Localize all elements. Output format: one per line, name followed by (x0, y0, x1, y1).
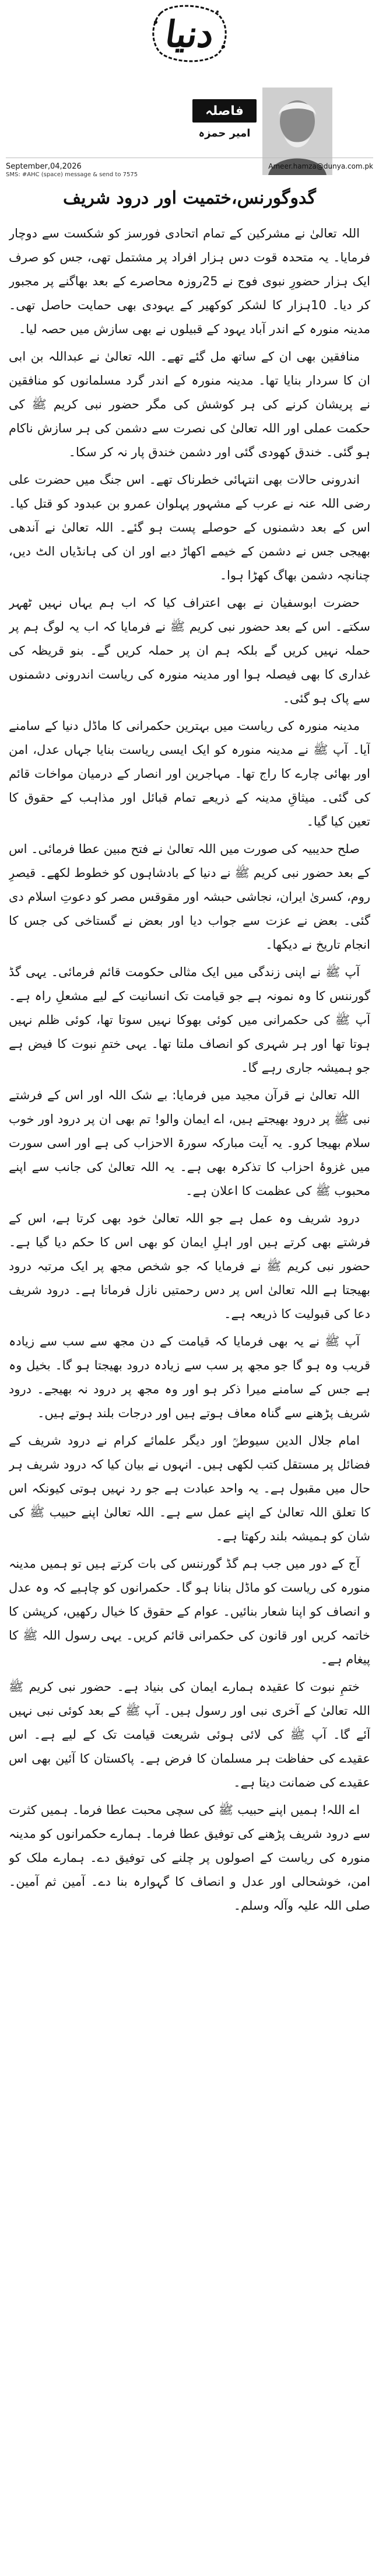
paragraph: حضرت ابوسفیان نے بھی اعتراف کیا کہ اب ہم یہاں نہیں ٹھہر سکتے۔ اس کے بعد حضور نبی کریم ﷺ نے فرمایا کہ اب یہ لوگ ہم پر حملہ نہیں کریں گے بلکہ ہم ان پر حملہ کریں گے۔ بنو قریظہ کی غداری کا بھی فیصلہ ہوا اور مدینہ منورہ کی ریاست اندرونی دشمنوں سے پاک ہو گئی۔ (9, 596, 370, 705)
paragraph: صلح حدیبیہ کی صورت میں اللہ تعالیٰ نے فتح مبین عطا فرمائی۔ اس کے بعد حضور نبی کریم ﷺ نے دنیا کے بادشاہوں کو خطوط لکھے۔ قیصرِ روم، کسریٰ ایران، نجاشی حبشہ اور مقوقس مصر کو دعوتِ اسلام دی گئی۔ بعض نے عزت سے جواب دیا اور بعض نے گستاخی کی جس کا انجام تاریخ نے دیکھا۔ (9, 842, 370, 952)
paragraph: اندرونی حالات بھی انتہائی خطرناک تھے۔ اس جنگ میں حضرت علی رضی اللہ عنہ نے عرب کے مشہور پہلوان عمرو بن عبدود کو قتل کیا۔ اس کے بعد دشمنوں کے حوصلے پست ہو گئے۔ اللہ تعالیٰ نے آندھی بھیجی جس نے دشمن کے خیمے اکھاڑ دیے اور ان کی ہانڈیاں الٹ دیں، چنانچہ دشمن بھاگ کھڑا ہوا۔ (9, 473, 370, 582)
paragraph: ختمِ نبوت کا عقیدہ ہمارے ایمان کی بنیاد ہے۔ حضور نبی کریم ﷺ اللہ تعالیٰ کے آخری نبی اور رسول ہیں۔ آپ ﷺ کے بعد کوئی نبی نہیں آئے گا۔ آپ ﷺ کی لائی ہوئی شریعت قیامت تک کے لیے ہے۔ اس عقیدے کی حفاظت ہر مسلمان کا فرض ہے۔ پاکستان کا آئین بھی اس عقیدے کی ضمانت دیتا ہے۔ (9, 1680, 370, 1789)
paragraph: امام جلال الدین سیوطیؒ اور دیگر علمائے کرام نے درود شریف کے فضائل پر مستقل کتب لکھی ہیں۔ انہوں نے بیان کیا کہ درود شریف ہر حال میں مقبول ہے۔ یہ واحد عبادت ہے جو رد نہیں ہوتی کیونکہ اس کا تعلق اللہ تعالیٰ کے اپنے عمل سے ہے۔ اللہ تعالیٰ اپنے حبیب ﷺ کی شان کو ہمیشہ بلند رکھتا ہے۔ (9, 1434, 370, 1543)
meta-row (6, 158, 373, 173)
headline-area (0, 181, 379, 216)
article-body (9, 222, 370, 2567)
paragraph: مدینہ منورہ کی ریاست میں بہترین حکمرانی کا ماڈل دنیا کے سامنے آیا۔ آپ ﷺ نے مدینہ منورہ کو ایک ایسی ریاست بنایا جہاں عدل، امن اور بھائی چارے کا راج تھا۔ مہاجرین اور انصار کے درمیان مواخات قائم کی گئی۔ میثاقِ مدینہ کے ذریعے تمام قبائل اور مذاہب کے حقوق کا تعین کیا گیا۔ (9, 719, 370, 829)
author-name: امیر حمزہ (198, 127, 251, 139)
masthead (0, 0, 379, 88)
column-title-badge: فاصلہ (192, 99, 257, 123)
paragraph: آج کے دور میں جب ہم گڈ گورننس کی بات کرتے ہیں تو ہمیں مدینہ منورہ کی ریاست کو ماڈل بنانا ہو گا۔ حکمرانوں کو چاہیے کہ وہ عدل و انصاف کو اپنا شعار بنائیں۔ عوام کے حقوق کا خیال رکھیں، کرپشن کا خاتمہ کریں اور قانون کی حکمرانی قائم کریں۔ یہی رسول اللہ ﷺ کا پیغام ہے۔ (9, 1557, 370, 1666)
paragraph: اے اللہ! ہمیں اپنے حبیب ﷺ کی سچی محبت عطا فرما۔ ہمیں کثرت سے درود شریف پڑھنے کی توفیق عطا فرما۔ ہمارے حکمرانوں کو مدینہ منورہ کی ریاست کے اصولوں پر چلنے کی توفیق دے۔ ہمارے ملک کو امن، خوشحالی اور عدل و انصاف کا گہوارہ بنا دے۔ آمین ثم آمین۔ صلی اللہ علیہ وآلہ وسلم۔ (9, 1803, 370, 1913)
author-email: Ameer.hamza@dunya.com.pk (268, 162, 373, 170)
paragraph: اللہ تعالیٰ نے قرآن مجید میں فرمایا: بے شک اللہ اور اس کے فرشتے نبی ﷺ پر درود بھیجتے ہیں، اے ایمان والو! تم بھی ان پر درود اور خوب سلام بھیجا کرو۔ یہ آیت مبارکہ سورۃ الاحزاب کی ہے اور اسی سورت میں غزوۂ احزاب کا تذکرہ بھی ہے۔ یہ اللہ تعالیٰ کی جانب سے اپنے محبوب ﷺ کی عظمت کا اعلان ہے۔ (9, 1088, 370, 1198)
sms-note: SMS: #AHC (space) message & send to 7575 (6, 172, 138, 178)
article-headline: گدوگورنس،ختمیت اور درود شریف (63, 188, 316, 208)
column-header (0, 88, 379, 178)
paragraph: منافقین بھی ان کے ساتھ مل گئے تھے۔ اللہ تعالیٰ نے عبداللہ بن ابی ان کا سردار بنایا تھا۔ مدینہ منورہ کے اندر گرد مسلمانوں کو منافقین نے پریشان کرنے کی ہر کوشش کی مگر حضور نبی کریم ﷺ کی حکمت عملی اور اللہ تعالیٰ کی نصرت سے دشمن کی ہر سازش ناکام ہو گئی۔ خندق کھودی گئی اور دشمن خندق پار نہ کر سکا۔ (9, 349, 370, 459)
logo-text: دنیا (162, 12, 217, 55)
paragraph: آپ ﷺ نے اپنی زندگی میں ایک مثالی حکومت قائم فرمائی۔ یہی گڈ گورننس کا وہ نمونہ ہے جو قیامت تک انسانیت کے لیے مشعلِ راہ ہے۔ آپ ﷺ کی حکمرانی میں کوئی بھوکا نہیں سوتا تھا، کوئی ظلم نہیں ہوتا تھا اور ہر شہری کو انصاف ملتا تھا۔ یہی ختمِ نبوت کا فیض ہے جو ہمیشہ جاری رہے گا۔ (9, 965, 370, 1075)
newspaper-logo (149, 5, 230, 63)
publish-date: September,04,2026 (6, 162, 82, 171)
paragraph: اللہ تعالیٰ نے مشرکین کے تمام اتحادی فورسز کو شکست سے دوچار فرمایا۔ یہ متحدہ قوت دس ہزار افراد پر مشتمل تھی، جس کو صرف ایک ہزار حضورِ نبوی فوج نے 25روزہ محاصرے کے بعد بھاگنے پر مجبور کر دیا۔ 10ہزار کا لشکر کوکھیر کے یہودی بھی حمایت حاصل تھی۔ مدینہ منورہ کے اندر آباد یہود کے قبیلوں نے بھی سازش میں حصہ لیا۔ (9, 226, 370, 336)
paragraph: آپ ﷺ نے یہ بھی فرمایا کہ قیامت کے دن مجھ سے سب سے زیادہ قریب وہ ہو گا جو مجھ پر سب سے زیادہ درود بھیجتا ہو گا۔ بخیل وہ ہے جس کے سامنے میرا ذکر ہو اور وہ مجھ پر درود نہ بھیجے۔ درود شریف پڑھنے سے گناہ معاف ہوتے ہیں اور درجات بلند ہوتے ہیں۔ (9, 1334, 370, 1420)
paragraph: درود شریف وہ عمل ہے جو اللہ تعالیٰ خود بھی کرتا ہے، اس کے فرشتے بھی کرتے ہیں اور اہلِ ایمان کو بھی اس کا حکم دیا گیا ہے۔ حضور نبی کریم ﷺ نے فرمایا کہ جو شخص مجھ پر ایک مرتبہ درود بھیجتا ہے اللہ تعالیٰ اس پر دس رحمتیں نازل فرماتا ہے۔ درود شریف دعا کی قبولیت کا ذریعہ ہے۔ (9, 1211, 370, 1321)
